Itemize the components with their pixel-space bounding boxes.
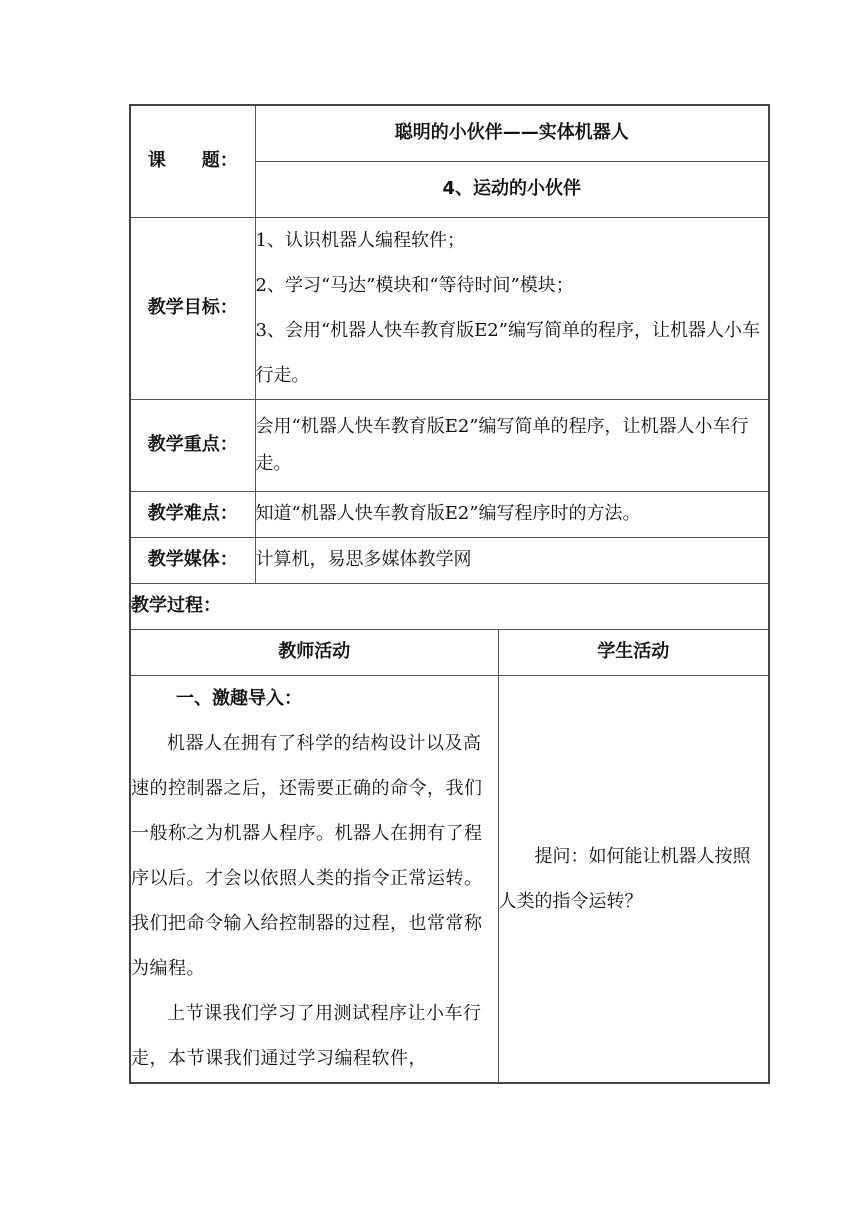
student-question: 提问：如何能让机器人按照人类的指令运转？ xyxy=(498,845,751,912)
objective-item: 1、认识机器人编程软件； xyxy=(255,230,465,251)
difficulties-text: 知道“机器人快车教育版E2”编写程序时的方法。 xyxy=(255,491,769,537)
topic-title: 聪明的小伙伴——实体机器人 xyxy=(255,105,769,161)
process-label: 教学过程： xyxy=(130,583,769,629)
difficulties-label: 教学难点： xyxy=(130,491,255,537)
objective-item: 2、学习“马达”模块和“等待时间”模块； xyxy=(255,275,574,296)
lesson-plan-table xyxy=(129,104,770,1084)
key-points-label: 教学重点： xyxy=(130,399,255,491)
teacher-activity-cell xyxy=(130,675,498,1083)
teacher-activity-header: 教师活动 xyxy=(130,629,498,675)
key-points-text xyxy=(255,399,769,491)
key-points-paragraph: 会用“机器人快车教育版E2”编写简单的程序，让机器人小车行走。 xyxy=(255,416,749,474)
student-activity-header: 学生活动 xyxy=(498,629,769,675)
objective-item: 3、会用“机器人快车教育版E2”编写简单的程序，让机器人小车行走。 xyxy=(255,320,760,386)
media-label: 教学媒体： xyxy=(130,537,255,583)
objectives-list xyxy=(255,217,769,399)
objectives-label: 教学目标： xyxy=(130,217,255,399)
student-activity-cell xyxy=(498,675,769,1083)
media-text: 计算机，易思多媒体教学网 xyxy=(255,537,769,583)
topic-subtitle: 4、运动的小伙伴 xyxy=(255,161,769,217)
teacher-paragraph: 上节课我们学习了用测试程序让小车行走，本节课我们通过学习编程软件， xyxy=(131,1002,482,1069)
topic-label: 课 题： xyxy=(130,105,255,217)
teacher-paragraph: 机器人在拥有了科学的结构设计以及高速的控制器之后，还需要正确的命令，我们一般称之为机器人程序。机器人在拥有了程序以后。才会以依照人类的指令正常运转。我们把命令输入给控制器的过程，也常常称为编程。 xyxy=(131,732,483,979)
section-heading: 一、激趣导入： xyxy=(176,687,302,709)
